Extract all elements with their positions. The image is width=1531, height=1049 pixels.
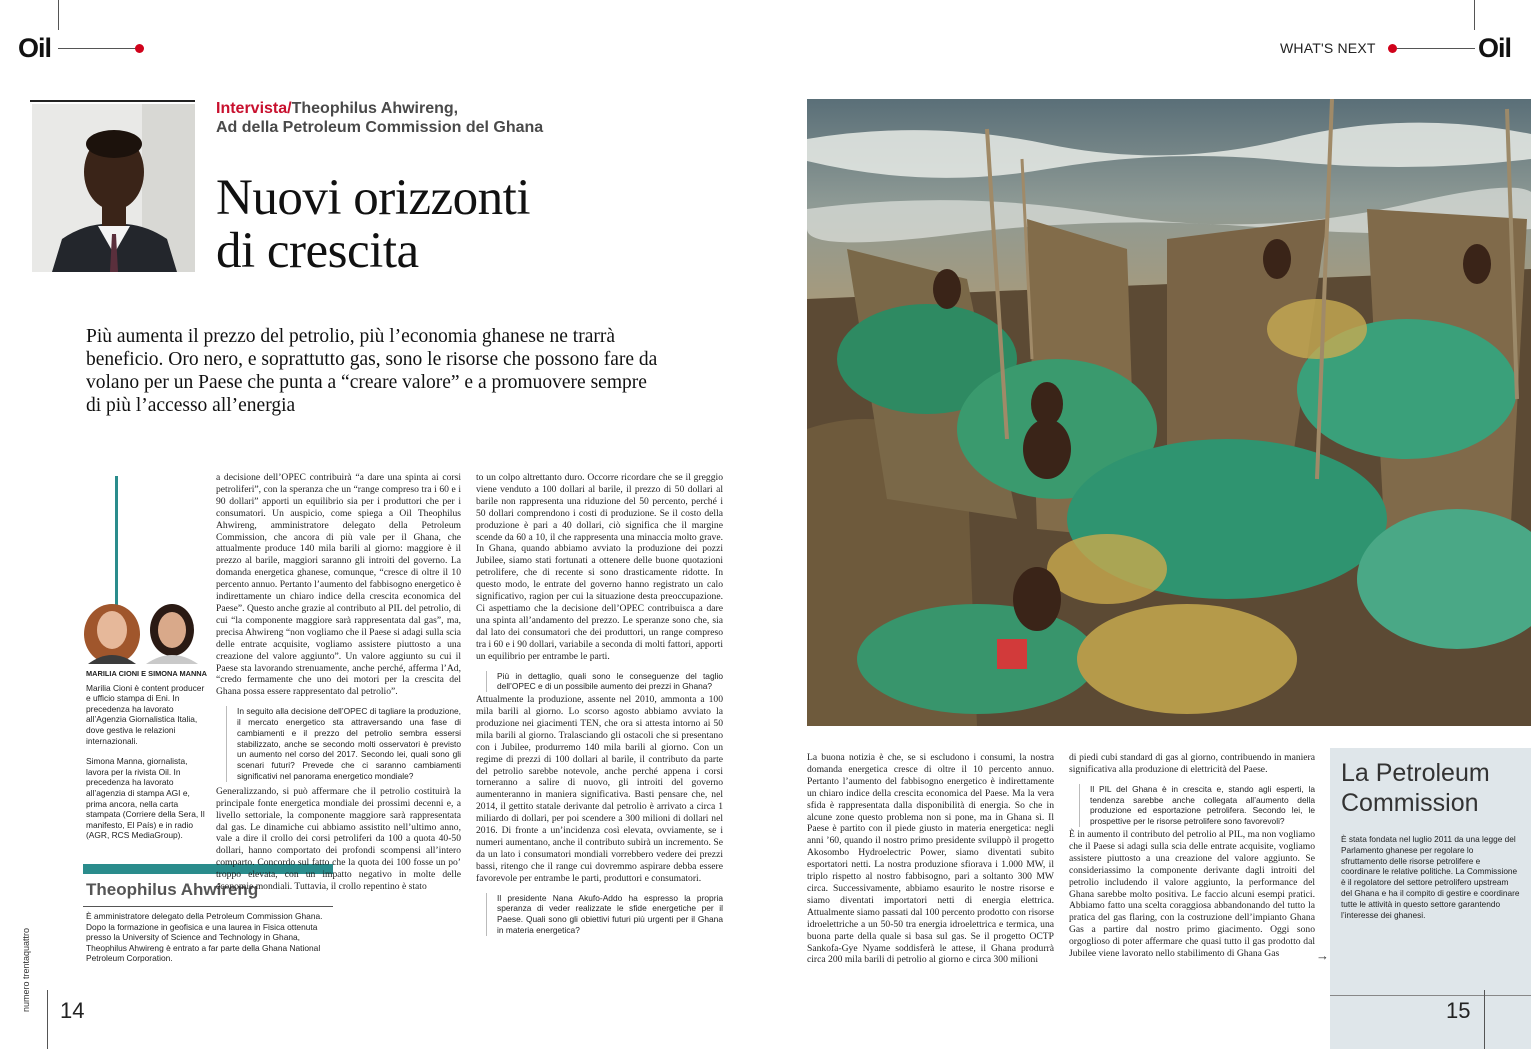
frame-line: [1474, 0, 1475, 30]
article-kicker: [216, 99, 543, 137]
paragraph: Generalizzando, si può affermare che il petrolio costituirà la principale fonte energetica mondiale dei prossimi decenni e, a livello settoriale, la componente maggiore sarà rappresentata dal gas. Le dinamiche cui abbiamo assistito nell’ultimo anno, vale a dire il crollo dei corsi petroliferi da 100 a quota 40-50 dollari, hanno comportato dei profondi scompensi all’intero comparto. Concordo sul fatto che la quota dei 100 fosse un po’ troppo elevata, con un impatto negativo in molte delle economie mondiali. Tuttavia, il crollo repentino è stato: [216, 785, 461, 893]
paragraph: La buona notizia è che, se si escludono i consumi, la nostra domanda energetica cresce di oltre il 10 percento annuo. Pertanto l’aumento del fabbisogno energetico è indirettamente un chiaro indice della crescita economica del Paese. Ma la vera sfida è rappresentata dalla disponibilità di energia. So che in alcune zone questo problema non si pone, ma in Ghana sì. Il Paese è partito con il piede giusto in materia energetica: negli anni ’60, quando il nostro primo presidente sviluppò il progetto Akosombo Hydroelectric Power, siamo diventati subito esportatori netti. La nostra produzione sfiorava i 1.000 MW, il triplo rispetto al nostro fabbisogno, pari a soltanto 300 MW circa. Successivamente, abbiamo esaurito le nostre risorse e siamo diventati importatori netti di energia elettrica. Attualmente siamo passati dal 100 percento prodotto con risorse idroelettriche a un 50-50 tra energia idroelettrica e termica, una buona parte della quale si basa sul gas. Se il progetto OCTP Sankofa-Gye Nyame soddisferà le attese, il Ghana produrrà circa 200 mila barili di petrolio al giorno e circa 300 milioni: [807, 752, 1054, 966]
article-title: [216, 172, 530, 278]
kicker-name: Theophilus Ahwireng,: [291, 100, 459, 117]
frame-line: [47, 990, 48, 1049]
author-bio-1: Marilia Cioni è content producer e ufficio stampa di Eni. In precedenza ha lavorato all’Agenzia Giornalistica Italia, dove gestiva le relazioni internazionali.: [86, 682, 205, 746]
issue-label: numero trentaquattro: [21, 927, 31, 1012]
body-column-2: [476, 472, 723, 962]
paragraph: a decisione dell’OPEC contribuirà “a dare una spinta ai corsi petroliferi”, con la speranza che un “range compreso tra i 60 e i 90 dollari” apporti un equilibrio sia per i produttori che per i consumatori. Un auspicio, come spiega a Oil Theophilus Ahwireng, amministratore delegato della Petroleum Commission, che ancora di più vale per il Ghana, che attualmente produce 140 mila barili al giorno: maggiore è il prezzo al barile, maggiori saranno gli introiti del governo. La domanda energetica ghanese, comunque, “cresce di oltre il 10 percento annuo. Pertanto l’aumento del fabbisogno energetico è indirettamente un chiaro indice della crescita economica del Paese”. Questo anche grazie al contributo al PIL del petrolio, di cui “la componente maggiore sarà rappresentata dal gas”, ma, precisa Ahwireng “non vogliamo che il Paese si adagi sulla scia delle entrate acquisite, vogliamo assistere piuttosto a una creazione del valore aggiunto”. Un valore aggiunto su cui il Paese sta lavorando strenuamente, anche perché, afferma l’Ad, “credo fermamente che uno dei motori per la crescita del Ghana possa essere rappresentato dal petrolio”.: [216, 472, 461, 698]
sidebar-title-line-1: La Petroleum: [1341, 759, 1490, 787]
continue-arrow-icon: →: [1316, 948, 1329, 963]
author-bio-2: Simona Manna, giornalista, lavora per la rivista Oil. In precedenza ha lavorato all’agenzia di stampa AGI e, prima ancora, nella carta stampata (Corriere della Sera, Il manifesto, El País) e in radio (AGR, RCS MediaGroup).: [86, 756, 205, 841]
body-column-4: [1069, 752, 1315, 967]
page-number-left: 14: [60, 998, 85, 1023]
interviewee-portrait: [32, 104, 195, 272]
interview-question: Il presidente Nana Akufo-Addo ha espresso la propria speranza di veder realizzate le sfide energetiche per il Paese. Quali sono gli obiettivi futuri più urgenti per il Ghana in materia energetica?: [486, 893, 723, 936]
standfirst: Più aumenta il prezzo del petrolio, più l’economia ghanese ne trarrà beneficio. Oro nero, e soprattutto gas, sono le risorse che possono fare da volano per un Paese che punta a “creare valore” e a promuovere sempre di più l’accesso all’energia: [86, 326, 658, 416]
author-photos: [80, 600, 205, 664]
frame-line: [58, 0, 59, 30]
profile-text: È amministratore delegato della Petroleum Commission Ghana. Dopo la formazione in geofisica e una laurea in Fisica ottenuta presso la University of Science and Technology in Ghana, Theophilus Ahwireng è entrato a far parte della Ghana National Petroleum Corporation.: [86, 911, 323, 964]
header-rule-left: [58, 48, 136, 49]
body-column-1: [216, 472, 461, 962]
profile-name: Theophilus Ahwireng: [86, 880, 259, 899]
portrait-top-rule: [30, 100, 195, 102]
footer-rule: [1330, 995, 1531, 996]
author-accent-bar: [115, 476, 118, 606]
interview-question: Il PIL del Ghana è in crescita e, stando agli esperti, la tendenza sarebbe anche collegata all’aumento della produzione ed esportazione petrolifera. Secondo lei, le prospettive per le risorse petrolifere sono favorevoli?: [1079, 784, 1315, 827]
author-bio: [86, 669, 211, 851]
frame-line: [1484, 990, 1485, 1049]
oil-logo-left: Oil: [18, 33, 52, 63]
oil-logo-right: Oil: [1478, 33, 1512, 63]
paragraph: È in aumento il contributo del petrolio al PIL, ma non vogliamo che il Paese si adagi sulla scia delle entrate acquisite, vogliamo assistere piuttosto a una creazione del valore aggiunto. Se consideriassimo la componente derivante dagli introiti del petrolio includendo il valore aggiunto, la performance del Ghana sarebbe molto positiva. Le faccio alcuni esempi pratici. Abbiamo fatto una scelta coraggiosa abbandonando del tutto la pratica del gas flaring, con la costruzione dell’impianto Ghana Gas a partire dal nostro primo giacimento. Oggi sono orgoglioso di poter affermare che quasi tutto il gas prodotto dal Jubilee viene lavorato nello stabilimento di Ghana Gas: [1069, 829, 1315, 960]
sidebar-box: [1330, 748, 1531, 1049]
red-dot-left: [135, 44, 144, 53]
header-rule-right: [1397, 48, 1475, 49]
section-label: WHAT'S NEXT: [1280, 40, 1376, 56]
red-dot-right: [1388, 44, 1397, 53]
paragraph: Attualmente la produzione, assente nel 2010, ammonta a 100 mila barili al giorno. Lo scorso agosto abbiamo avviato la produzione nei giacimenti TEN, che ora si attesta intorno ai 50 mila barili al giorno. Tralasciando gli ostacoli che si presentano con i Jubilee, produrremo 140 mila barili al giorno. Con un regime di prezzi di 100 dollari al barile, il contributo da parte del petrolio sarebbe notevole, anche perché appena i corsi torneranno a salire di nuovo, gli introiti del governo aumenteranno in maniera significativa. Basti pensare che, nel 2014, il gettito statale derivante dal petrolio è arrivato a circa 1 miliardo di dollari, per poi scendere a 300 milioni di dollari nel 2016. Di fronte a un’incidenza così elevata, ovviamente, se i numeri aumentano, anche il contributo subirà un incremento. Se da un lato i consumatori mondiali vorrebbero vedere dei prezzi bassi, ritengo che il range cui dovremmo aspirare debba essere favorevole per entrambe le parti, produttori e consumatori.: [476, 694, 723, 884]
kicker-label: Intervista/: [216, 100, 292, 117]
fishing-boats-photo: [807, 99, 1531, 726]
sidebar-title-line-2: Commission: [1341, 789, 1479, 817]
interview-question: In seguito alla decisione dell’OPEC di tagliare la produzione, il mercato energetico sta attraversando una fase di cambiamenti e il prezzo del petrolio sembra essersi stabilizzato, anche se secondo molti osservatori è previsto un aumento nel corso del 2017. Secondo lei, quali sono gli scenari futuri? Prevede che ci saranno cambiamenti significativi nel panorama energetico mondiale?: [226, 706, 461, 782]
title-line-1: Nuovi orizzonti: [216, 170, 531, 226]
sidebar-text: È stata fondata nel luglio 2011 da una legge del Parlamento ghanese per regolare lo sfruttamento delle risorse petrolifere e coordinare le relative politiche. La Commissione è il regolatore del settore petrolifero upstream del Ghana e ha il compito di gestire e coordinare tutte le attività in questo settore garantendo l’interesse dei ghanesi.: [1341, 834, 1520, 920]
kicker-role: Ad della Petroleum Commission del Ghana: [216, 119, 544, 136]
paragraph: to un colpo altrettanto duro. Occorre ricordare che se il greggio viene venduto a 100 dollari al barile, il prezzo di 50 dollari al barile non rappresenta una riduzione del 50 percento, perché i 50 dollari comprendono i costi di produzione. Se il costo della produzione è pari a 40 dollari, ciò significa che il margine scende da 60 a 10, il che rappresenta una minaccia molto grave. In Ghana, quando abbiamo avviato la produzione dei pozzi Jubilee, siamo stati fortunati a ottenere delle buone quotazioni petrolifere, che di recente si sono drasticamente ridotte. In questo modo, le entrate del governo hanno registrato un calo significativo, ragion per cui la situazione desta preoccupazione. Ci aspettiamo che la decisione dell’OPEC contribuisca a dare una spinta all’andamento del prezzo. Le speranze sono che, sia dal lato dei consumatori che dei produttori, un range compreso tra i 60 e i 90 dollari, variabile a seconda di molti fattori, apporti un equilibrio per entrambe le parti.: [476, 472, 723, 662]
body-column-3: [807, 752, 1054, 967]
page-number-right: 15: [1446, 998, 1471, 1023]
interview-question: Più in dettaglio, quali sono le conseguenze del taglio dell’OPEC e di un possibile aumento dei prezzi in Ghana?: [486, 671, 723, 693]
author-caption: MARILIA CIONI E SIMONA MANNA: [86, 669, 207, 678]
paragraph: di piedi cubi standard di gas al giorno, contribuendo in maniera significativa alla produzione di elettricità del Paese.: [1069, 752, 1315, 775]
title-line-2: di crescita: [216, 223, 419, 279]
sidebar-title: [1341, 758, 1490, 818]
